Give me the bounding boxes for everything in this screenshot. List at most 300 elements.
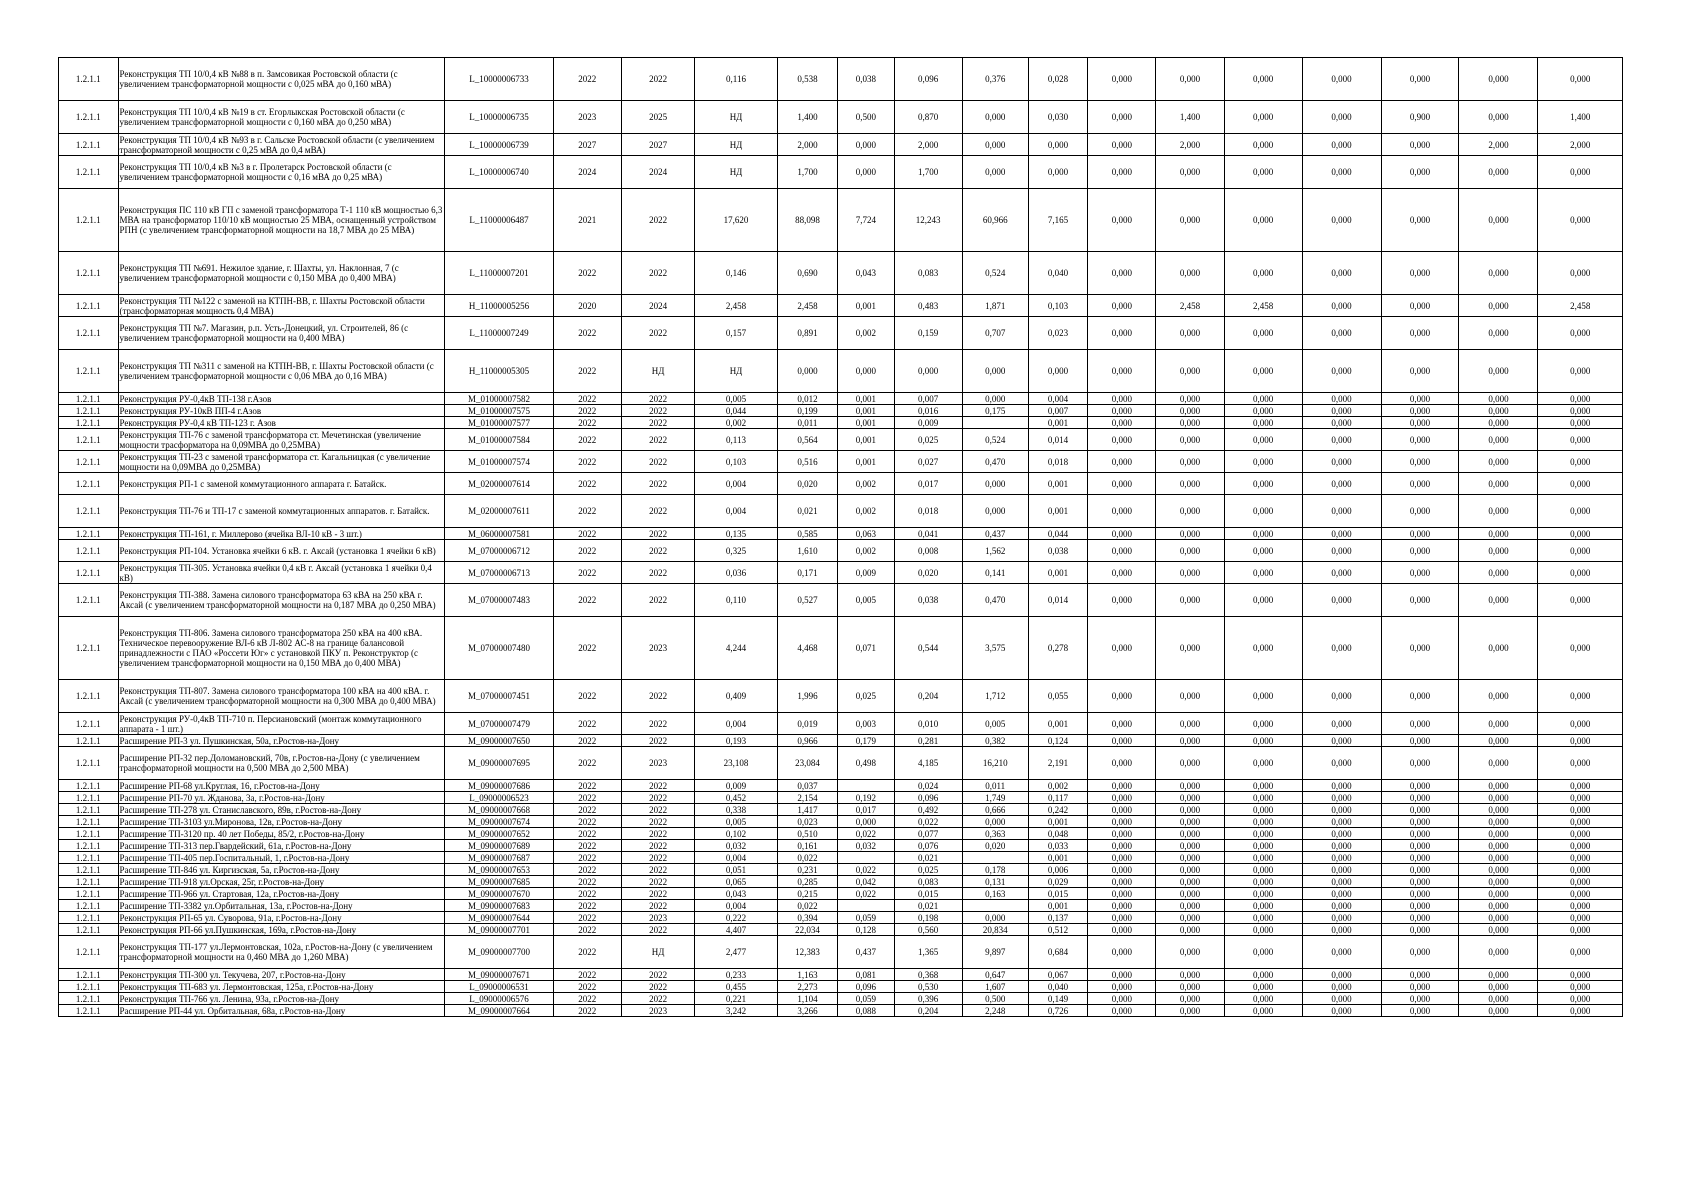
- value-13-cell: 0,000: [1538, 429, 1623, 451]
- value-2-cell: 2,273: [777, 981, 838, 993]
- value-11-cell: 0,000: [1381, 804, 1459, 816]
- value-3-cell: 0,009: [838, 562, 894, 584]
- row-code-cell: 1.2.1.1: [59, 780, 119, 792]
- value-8-cell: 0,000: [1156, 828, 1224, 840]
- value-7-cell: 0,000: [1088, 735, 1156, 747]
- value-6-cell: 0,048: [1028, 828, 1088, 840]
- project-name-cell: Реконструкция РУ-10кВ ПП-4 г.Азов: [118, 405, 445, 417]
- project-id-cell: M_09000007668: [445, 804, 553, 816]
- project-name-cell: Реконструкция ТП №7. Магазин, р.п. Усть-Донецкий, ул. Строителей, 86 (с увеличением трансформаторной мощности на 0,400 МВА): [118, 317, 445, 350]
- row-code-cell: 1.2.1.1: [59, 540, 119, 562]
- value-1-cell: 0,325: [695, 540, 777, 562]
- project-name-cell: Реконструкция ТП-766 ул. Ленина, 93а, г.Ростов-на-Дону: [118, 993, 445, 1005]
- value-11-cell: 0,000: [1381, 864, 1459, 876]
- row-code-cell: 1.2.1.1: [59, 936, 119, 969]
- value-3-cell: 0,001: [838, 295, 894, 317]
- value-12-cell: 0,000: [1459, 584, 1538, 617]
- value-3-cell: 0,001: [838, 393, 894, 405]
- value-8-cell: 0,000: [1156, 317, 1224, 350]
- value-12-cell: 0,000: [1459, 840, 1538, 852]
- end-year-cell: 2023: [621, 747, 695, 780]
- project-name-cell: Расширение ТП-846 ул. Киргизская, 5а, г.Ростов-на-Дону: [118, 864, 445, 876]
- value-12-cell: 0,000: [1459, 1005, 1538, 1017]
- value-5-cell: 20,834: [962, 924, 1028, 936]
- value-12-cell: 0,000: [1459, 912, 1538, 924]
- value-12-cell: 0,000: [1459, 680, 1538, 713]
- value-11-cell: 0,000: [1381, 58, 1459, 101]
- value-13-cell: 0,000: [1538, 473, 1623, 495]
- table-row: [59, 1005, 1623, 1017]
- value-2-cell: 2,154: [777, 792, 838, 804]
- value-8-cell: 0,000: [1156, 562, 1224, 584]
- value-13-cell: 0,000: [1538, 993, 1623, 1005]
- value-13-cell: 0,000: [1538, 393, 1623, 405]
- value-13-cell: 0,000: [1538, 405, 1623, 417]
- project-name-cell: Расширение ТП-3382 ул.Орбитальная, 13а, г.Ростов-на-Дону: [118, 900, 445, 912]
- value-10-cell: 0,000: [1302, 1005, 1381, 1017]
- value-8-cell: 0,000: [1156, 393, 1224, 405]
- end-year-cell: 2022: [621, 317, 695, 350]
- value-11-cell: 0,000: [1381, 429, 1459, 451]
- table-row: [59, 924, 1623, 936]
- value-8-cell: 2,000: [1156, 134, 1224, 156]
- value-1-cell: 0,036: [695, 562, 777, 584]
- value-1-cell: 0,044: [695, 405, 777, 417]
- value-5-cell: 0,500: [962, 993, 1028, 1005]
- project-name-cell: Реконструкция ТП-806. Замена силового трансформатора 250 кВА на 400 кВА. Техническое перевооружение ВЛ-6 кВ Л-802 АС-8 на границе балансовой принадлежности с ПАО «Россети Юг» с установкой ПКУ п. Реконструктор (с увеличением трансформаторной мощности на 0,150 МВА до 0,400 МВА): [118, 617, 445, 680]
- value-8-cell: 0,000: [1156, 780, 1224, 792]
- value-4-cell: 0,096: [894, 792, 962, 804]
- project-id-cell: M_09000007652: [445, 828, 553, 840]
- value-12-cell: 0,000: [1459, 981, 1538, 993]
- value-7-cell: 0,000: [1088, 713, 1156, 735]
- start-year-cell: 2022: [553, 780, 621, 792]
- project-name-cell: Расширение РП-3 ул. Пушкинская, 50а, г.Ростов-на-Дону: [118, 735, 445, 747]
- value-7-cell: 0,000: [1088, 804, 1156, 816]
- end-year-cell: 2022: [621, 852, 695, 864]
- value-13-cell: 0,000: [1538, 417, 1623, 429]
- value-10-cell: 0,000: [1302, 429, 1381, 451]
- value-2-cell: 0,022: [777, 900, 838, 912]
- value-4-cell: 1,700: [894, 156, 962, 189]
- value-10-cell: 0,000: [1302, 473, 1381, 495]
- value-2-cell: 1,104: [777, 993, 838, 1005]
- value-10-cell: 0,000: [1302, 405, 1381, 417]
- value-8-cell: 0,000: [1156, 713, 1224, 735]
- value-11-cell: 0,000: [1381, 900, 1459, 912]
- value-10-cell: 0,000: [1302, 495, 1381, 528]
- project-id-cell: M_09000007701: [445, 924, 553, 936]
- value-4-cell: 0,015: [894, 888, 962, 900]
- value-12-cell: 0,000: [1459, 852, 1538, 864]
- end-year-cell: 2022: [621, 417, 695, 429]
- value-13-cell: 0,000: [1538, 451, 1623, 473]
- value-12-cell: 0,000: [1459, 936, 1538, 969]
- value-9-cell: 0,000: [1224, 617, 1302, 680]
- row-code-cell: 1.2.1.1: [59, 295, 119, 317]
- value-3-cell: 0,081: [838, 969, 894, 981]
- project-id-cell: M_07000006713: [445, 562, 553, 584]
- value-4-cell: 12,243: [894, 189, 962, 252]
- value-6-cell: 0,028: [1028, 58, 1088, 101]
- value-8-cell: 0,000: [1156, 792, 1224, 804]
- value-1-cell: 0,222: [695, 912, 777, 924]
- value-1-cell: 0,113: [695, 429, 777, 451]
- value-10-cell: 0,000: [1302, 747, 1381, 780]
- value-11-cell: 0,000: [1381, 451, 1459, 473]
- value-13-cell: 0,000: [1538, 969, 1623, 981]
- value-2-cell: 4,468: [777, 617, 838, 680]
- project-name-cell: Реконструкция ПС 110 кВ ГП с заменой трансформатора Т-1 110 кВ мощностью 6,3 МВА на трансформатор 110/10 кВ мощностью 25 МВА, оснащенный устройством РПН (с увеличением трансформаторной мощности на 18,7 МВА до 25 МВА): [118, 189, 445, 252]
- value-7-cell: 0,000: [1088, 252, 1156, 295]
- value-1-cell: 0,051: [695, 864, 777, 876]
- row-code-cell: 1.2.1.1: [59, 713, 119, 735]
- value-9-cell: 0,000: [1224, 876, 1302, 888]
- value-2-cell: 0,161: [777, 840, 838, 852]
- value-13-cell: 0,000: [1538, 936, 1623, 969]
- value-5-cell: 0,437: [962, 528, 1028, 540]
- value-9-cell: 0,000: [1224, 451, 1302, 473]
- value-11-cell: 0,000: [1381, 393, 1459, 405]
- start-year-cell: 2022: [553, 429, 621, 451]
- value-12-cell: 0,000: [1459, 189, 1538, 252]
- value-3-cell: 0,096: [838, 981, 894, 993]
- project-id-cell: M_09000007686: [445, 780, 553, 792]
- project-name-cell: Реконструкция ТП-23 с заменой трансформатора ст. Кагальницкая (с увеличение мощности на 0,09МВА до 0,25МВА): [118, 451, 445, 473]
- value-8-cell: 0,000: [1156, 993, 1224, 1005]
- start-year-cell: 2022: [553, 393, 621, 405]
- value-1-cell: 0,004: [695, 900, 777, 912]
- value-5-cell: 0,000: [962, 816, 1028, 828]
- value-3-cell: [838, 780, 894, 792]
- value-6-cell: 0,103: [1028, 295, 1088, 317]
- table-row: [59, 969, 1623, 981]
- end-year-cell: 2022: [621, 58, 695, 101]
- project-name-cell: Реконструкция ТП №691. Нежилое здание, г. Шахты, ул. Наклонная, 7 (с увеличением трансформаторной мощности с 0,150 МВА до 0,400 МВА): [118, 252, 445, 295]
- value-6-cell: 0,000: [1028, 156, 1088, 189]
- start-year-cell: 2023: [553, 101, 621, 134]
- value-5-cell: 0,005: [962, 713, 1028, 735]
- value-7-cell: 0,000: [1088, 864, 1156, 876]
- value-12-cell: 0,000: [1459, 495, 1538, 528]
- value-9-cell: 0,000: [1224, 189, 1302, 252]
- value-12-cell: 0,000: [1459, 417, 1538, 429]
- value-9-cell: 0,000: [1224, 58, 1302, 101]
- value-13-cell: 0,000: [1538, 584, 1623, 617]
- start-year-cell: 2022: [553, 816, 621, 828]
- start-year-cell: 2022: [553, 680, 621, 713]
- value-9-cell: 0,000: [1224, 317, 1302, 350]
- value-8-cell: 0,000: [1156, 350, 1224, 393]
- start-year-cell: 2022: [553, 852, 621, 864]
- value-1-cell: 0,233: [695, 969, 777, 981]
- value-3-cell: 0,088: [838, 1005, 894, 1017]
- table-row: [59, 417, 1623, 429]
- end-year-cell: 2022: [621, 405, 695, 417]
- end-year-cell: 2022: [621, 451, 695, 473]
- value-6-cell: 0,018: [1028, 451, 1088, 473]
- row-code-cell: 1.2.1.1: [59, 58, 119, 101]
- end-year-cell: 2022: [621, 393, 695, 405]
- value-3-cell: 0,002: [838, 473, 894, 495]
- investment-program-table-page: [58, 57, 1623, 1017]
- project-id-cell: M_07000007451: [445, 680, 553, 713]
- start-year-cell: 2022: [553, 912, 621, 924]
- project-name-cell: Расширение ТП-405 пер.Госпитальный, 1, г.Ростов-на-Дону: [118, 852, 445, 864]
- value-1-cell: 0,102: [695, 828, 777, 840]
- value-6-cell: 0,067: [1028, 969, 1088, 981]
- value-10-cell: 0,000: [1302, 852, 1381, 864]
- start-year-cell: 2022: [553, 969, 621, 981]
- end-year-cell: НД: [621, 350, 695, 393]
- value-9-cell: 0,000: [1224, 969, 1302, 981]
- value-11-cell: 0,000: [1381, 840, 1459, 852]
- value-9-cell: 0,000: [1224, 852, 1302, 864]
- value-6-cell: 0,001: [1028, 473, 1088, 495]
- start-year-cell: 2022: [553, 747, 621, 780]
- project-id-cell: M_09000007653: [445, 864, 553, 876]
- start-year-cell: 2024: [553, 156, 621, 189]
- end-year-cell: 2024: [621, 295, 695, 317]
- value-10-cell: 0,000: [1302, 540, 1381, 562]
- value-8-cell: 0,000: [1156, 924, 1224, 936]
- value-1-cell: 0,005: [695, 816, 777, 828]
- value-2-cell: 1,996: [777, 680, 838, 713]
- value-7-cell: 0,000: [1088, 405, 1156, 417]
- value-13-cell: 0,000: [1538, 528, 1623, 540]
- value-12-cell: 0,000: [1459, 429, 1538, 451]
- row-code-cell: 1.2.1.1: [59, 900, 119, 912]
- value-11-cell: 0,000: [1381, 969, 1459, 981]
- value-3-cell: 0,000: [838, 134, 894, 156]
- value-5-cell: [962, 852, 1028, 864]
- project-id-cell: M_01000007575: [445, 405, 553, 417]
- table-body: [59, 58, 1623, 1017]
- value-2-cell: 23,084: [777, 747, 838, 780]
- value-7-cell: 0,000: [1088, 981, 1156, 993]
- value-10-cell: 0,000: [1302, 58, 1381, 101]
- project-name-cell: Реконструкция ТП №122 с заменой на КТПН-ВВ, г. Шахты Ростовской области (трансформаторная мощность 0,4 МВА): [118, 295, 445, 317]
- value-7-cell: 0,000: [1088, 451, 1156, 473]
- project-id-cell: L_11000007249: [445, 317, 553, 350]
- value-7-cell: 0,000: [1088, 350, 1156, 393]
- value-9-cell: 0,000: [1224, 393, 1302, 405]
- projects-table: [58, 57, 1623, 1017]
- project-name-cell: Реконструкция ТП-683 ул. Лермонтовская, 125а, г.Ростов-на-Дону: [118, 981, 445, 993]
- value-4-cell: 0,020: [894, 562, 962, 584]
- table-row: [59, 156, 1623, 189]
- project-id-cell: L_10000006733: [445, 58, 553, 101]
- value-6-cell: 0,117: [1028, 792, 1088, 804]
- end-year-cell: 2022: [621, 473, 695, 495]
- value-7-cell: 0,000: [1088, 101, 1156, 134]
- value-7-cell: 0,000: [1088, 528, 1156, 540]
- value-9-cell: 0,000: [1224, 417, 1302, 429]
- table-row: [59, 405, 1623, 417]
- table-row: [59, 528, 1623, 540]
- value-2-cell: 0,285: [777, 876, 838, 888]
- value-6-cell: 0,015: [1028, 888, 1088, 900]
- end-year-cell: 2022: [621, 780, 695, 792]
- value-5-cell: 0,131: [962, 876, 1028, 888]
- start-year-cell: 2022: [553, 936, 621, 969]
- value-6-cell: 0,007: [1028, 405, 1088, 417]
- value-13-cell: 0,000: [1538, 156, 1623, 189]
- value-8-cell: 0,000: [1156, 804, 1224, 816]
- value-12-cell: 0,000: [1459, 969, 1538, 981]
- value-4-cell: 0,492: [894, 804, 962, 816]
- value-8-cell: 0,000: [1156, 156, 1224, 189]
- value-6-cell: 0,004: [1028, 393, 1088, 405]
- table-row: [59, 852, 1623, 864]
- value-13-cell: 0,000: [1538, 900, 1623, 912]
- value-1-cell: 4,244: [695, 617, 777, 680]
- value-3-cell: 0,001: [838, 451, 894, 473]
- value-2-cell: 0,171: [777, 562, 838, 584]
- value-4-cell: 0,198: [894, 912, 962, 924]
- start-year-cell: 2022: [553, 617, 621, 680]
- value-10-cell: 0,000: [1302, 888, 1381, 900]
- value-1-cell: 17,620: [695, 189, 777, 252]
- project-id-cell: M_09000007683: [445, 900, 553, 912]
- value-2-cell: 0,021: [777, 495, 838, 528]
- value-2-cell: 0,215: [777, 888, 838, 900]
- value-3-cell: 0,001: [838, 405, 894, 417]
- value-7-cell: 0,000: [1088, 888, 1156, 900]
- value-4-cell: 0,076: [894, 840, 962, 852]
- end-year-cell: 2022: [621, 828, 695, 840]
- value-13-cell: 2,000: [1538, 134, 1623, 156]
- table-row: [59, 993, 1623, 1005]
- value-3-cell: 0,003: [838, 713, 894, 735]
- value-4-cell: 0,008: [894, 540, 962, 562]
- project-id-cell: M_07000007483: [445, 584, 553, 617]
- value-7-cell: 0,000: [1088, 429, 1156, 451]
- value-8-cell: 0,000: [1156, 864, 1224, 876]
- start-year-cell: 2022: [553, 924, 621, 936]
- end-year-cell: 2022: [621, 900, 695, 912]
- end-year-cell: 2023: [621, 912, 695, 924]
- value-6-cell: 0,001: [1028, 562, 1088, 584]
- value-1-cell: 0,157: [695, 317, 777, 350]
- value-13-cell: 0,000: [1538, 189, 1623, 252]
- value-13-cell: 0,000: [1538, 852, 1623, 864]
- value-3-cell: [838, 900, 894, 912]
- end-year-cell: 2022: [621, 924, 695, 936]
- project-id-cell: M_09000007695: [445, 747, 553, 780]
- value-7-cell: 0,000: [1088, 584, 1156, 617]
- table-row: [59, 828, 1623, 840]
- value-3-cell: 0,500: [838, 101, 894, 134]
- value-4-cell: 0,010: [894, 713, 962, 735]
- value-1-cell: 4,407: [695, 924, 777, 936]
- value-13-cell: 0,000: [1538, 252, 1623, 295]
- end-year-cell: 2022: [621, 189, 695, 252]
- value-12-cell: 0,000: [1459, 405, 1538, 417]
- value-12-cell: 0,000: [1459, 735, 1538, 747]
- value-3-cell: 0,192: [838, 792, 894, 804]
- value-6-cell: 0,001: [1028, 900, 1088, 912]
- value-5-cell: 0,000: [962, 912, 1028, 924]
- row-code-cell: 1.2.1.1: [59, 876, 119, 888]
- value-11-cell: 0,000: [1381, 540, 1459, 562]
- value-8-cell: 0,000: [1156, 735, 1224, 747]
- value-12-cell: 0,000: [1459, 816, 1538, 828]
- value-6-cell: 0,001: [1028, 713, 1088, 735]
- row-code-cell: 1.2.1.1: [59, 252, 119, 295]
- project-name-cell: Реконструкция ТП-388. Замена силового трансформатора 63 кВА на 250 кВА г. Аксай (с увеличением трансформаторной мощности на 0,187 МВА до 0,250 МВА): [118, 584, 445, 617]
- value-8-cell: 0,000: [1156, 495, 1224, 528]
- project-id-cell: M_07000006712: [445, 540, 553, 562]
- value-8-cell: 0,000: [1156, 405, 1224, 417]
- value-8-cell: 1,400: [1156, 101, 1224, 134]
- value-11-cell: 0,000: [1381, 473, 1459, 495]
- row-code-cell: 1.2.1.1: [59, 101, 119, 134]
- table-row: [59, 900, 1623, 912]
- value-3-cell: 0,059: [838, 912, 894, 924]
- value-10-cell: 0,000: [1302, 864, 1381, 876]
- end-year-cell: 2022: [621, 864, 695, 876]
- value-10-cell: 0,000: [1302, 317, 1381, 350]
- project-name-cell: Реконструкция ТП 10/0,4 кВ №3 в г. Пролетарск Ростовской области (с увеличением трансформаторной мощности с 0,16 мВА до 0,25 мВА): [118, 156, 445, 189]
- start-year-cell: 2022: [553, 451, 621, 473]
- value-9-cell: 0,000: [1224, 816, 1302, 828]
- start-year-cell: 2020: [553, 295, 621, 317]
- value-7-cell: 0,000: [1088, 680, 1156, 713]
- value-3-cell: 0,022: [838, 828, 894, 840]
- value-8-cell: 0,000: [1156, 417, 1224, 429]
- value-8-cell: 0,000: [1156, 840, 1224, 852]
- value-9-cell: 0,000: [1224, 924, 1302, 936]
- end-year-cell: 2022: [621, 969, 695, 981]
- value-9-cell: 0,000: [1224, 680, 1302, 713]
- value-7-cell: 0,000: [1088, 780, 1156, 792]
- value-11-cell: 0,000: [1381, 981, 1459, 993]
- value-5-cell: 0,707: [962, 317, 1028, 350]
- value-10-cell: 0,000: [1302, 156, 1381, 189]
- value-8-cell: 0,000: [1156, 429, 1224, 451]
- row-code-cell: 1.2.1.1: [59, 864, 119, 876]
- table-row: [59, 101, 1623, 134]
- value-5-cell: 0,470: [962, 584, 1028, 617]
- value-5-cell: 1,562: [962, 540, 1028, 562]
- end-year-cell: 2022: [621, 804, 695, 816]
- value-6-cell: 0,137: [1028, 912, 1088, 924]
- value-2-cell: 2,458: [777, 295, 838, 317]
- value-6-cell: 0,512: [1028, 924, 1088, 936]
- row-code-cell: 1.2.1.1: [59, 350, 119, 393]
- value-12-cell: 2,000: [1459, 134, 1538, 156]
- value-13-cell: 0,000: [1538, 747, 1623, 780]
- row-code-cell: 1.2.1.1: [59, 924, 119, 936]
- row-code-cell: 1.2.1.1: [59, 804, 119, 816]
- value-3-cell: 0,001: [838, 417, 894, 429]
- value-7-cell: 0,000: [1088, 936, 1156, 969]
- value-9-cell: 0,000: [1224, 350, 1302, 393]
- value-2-cell: 0,199: [777, 405, 838, 417]
- end-year-cell: 2024: [621, 156, 695, 189]
- end-year-cell: 2027: [621, 134, 695, 156]
- start-year-cell: 2027: [553, 134, 621, 156]
- value-5-cell: 0,363: [962, 828, 1028, 840]
- value-11-cell: 0,000: [1381, 1005, 1459, 1017]
- value-10-cell: 0,000: [1302, 912, 1381, 924]
- project-name-cell: Расширение ТП-3103 ул.Миронова, 12в, г.Ростов-на-Дону: [118, 816, 445, 828]
- value-3-cell: 0,179: [838, 735, 894, 747]
- value-3-cell: 0,025: [838, 680, 894, 713]
- project-name-cell: Расширение ТП-918 ул.Орская, 25г, г.Ростов-на-Дону: [118, 876, 445, 888]
- value-11-cell: 0,000: [1381, 993, 1459, 1005]
